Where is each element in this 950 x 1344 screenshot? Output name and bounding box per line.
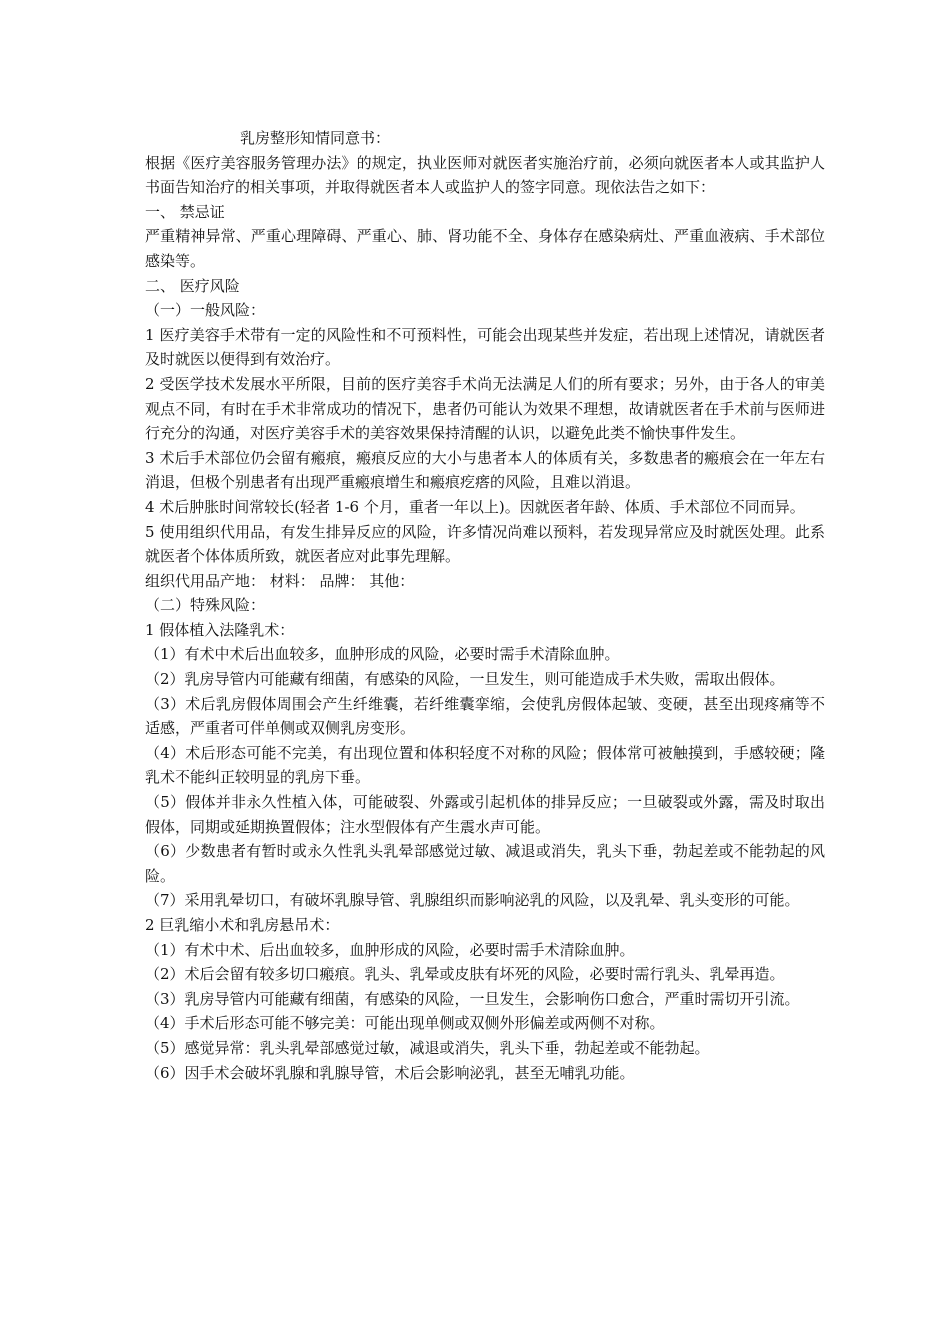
implant-risk-item-1: （1）有术中术后出血较多，血肿形成的风险，必要时需手术清除血肿。 [145,645,620,664]
implant-risk-item-7: （7）采用乳晕切口，有破坏乳腺导管、乳腺组织而影响泌乳的风险，以及乳晕、乳头变形的可能。 [145,891,800,910]
section-heading-contraindications: 一、 禁忌证 [145,202,225,221]
special-risk-heading-implant: 1 假体植入法隆乳术： [145,620,295,639]
implant-risk-item-2: （2）乳房导管内可能藏有细菌，有感染的风险，一旦发生，则可能造成手术失败，需取出假体。 [145,670,785,689]
general-risk-item-2: 2 受医学技术发展水平所限，目前的医疗美容手术尚无法满足人们的所有要求；另外，由于各人的审美观点不同，有时在手术非常成功的情况下，患者仍可能认为效果不理想，故请就医者在手术前与医师进行充分的沟通，对医疗美容手术的美容效果保持清醒的认识，以避免此类不愉快事件发生。 [145,374,825,443]
implant-risk-item-3: （3）术后乳房假体周围会产生纤维囊，若纤维囊挛缩，会使乳房假体起皱、变硬，甚至出现疼痛等不适感，严重者可伴单侧或双侧乳房变形。 [145,694,825,738]
paragraph-intro: 根据《医疗美容服务管理办法》的规定，执业医师对就医者实施治疗前，必须向就医者本人或其监护人书面告知治疗的相关事项，并取得就医者本人或监护人的签字同意。现依法告之如下： [145,153,825,197]
general-risk-item-1: 1 医疗美容手术带有一定的风险性和不可预料性，可能会出现某些并发症，若出现上述情况，请就医者及时就医以便得到有效治疗。 [145,325,825,369]
reduction-risk-item-2: （2）术后会留有较多切口瘢痕。乳头、乳晕或皮肤有坏死的风险，必要时需行乳头、乳晕再造。 [145,965,785,984]
special-risk-heading-reduction: 2 巨乳缩小术和乳房悬吊术： [145,916,340,934]
document-title: 乳房整形知情同意书： [240,129,391,147]
general-risk-item-3: 3 术后手术部位仍会留有瘢痕，瘢痕反应的大小与患者本人的体质有关，多数患者的瘢痕会在一年左右消退，但极个别患者有出现严重瘢痕增生和瘢痕疙瘩的风险，且难以消退。 [145,448,825,492]
tissue-substitute-info-line: 组织代用品产地： 材料： 品牌： 其他： [145,571,415,590]
reduction-risk-item-6: （6）因手术会破坏乳腺和乳腺导管，术后会影响泌乳，甚至无哺乳功能。 [145,1063,635,1082]
general-risk-item-4: 4 术后肿胀时间常较长(轻者 1-6 个月，重者一年以上)。因就医者年龄、体质、手术部位不同而异。 [145,497,805,516]
section-heading-medical-risks: 二、 医疗风险 [145,276,240,295]
subsection-heading-general-risks: （一）一般风险： [145,301,266,320]
reduction-risk-item-3: （3）乳房导管内可能藏有细菌，有感染的风险，一旦发生，会影响伤口愈合，严重时需切开引流。 [145,989,800,1008]
general-risk-item-5: 5 使用组织代用品，有发生排异反应的风险，许多情况尚难以预料，若发现异常应及时就医处理。此系就医者个体体质所致，就医者应对此事先理解。 [145,522,825,566]
reduction-risk-item-5: （5）感觉异常：乳头乳晕部感觉过敏，减退或消失，乳头下垂，勃起差或不能勃起。 [145,1038,710,1057]
implant-risk-item-4: （4）术后形态可能不完美，有出现位置和体积轻度不对称的风险；假体常可被触摸到，手感较硬；隆乳术不能纠正较明显的乳房下垂。 [145,743,825,787]
reduction-risk-item-4: （4）手术后形态可能不够完美：可能出现单侧或双侧外形偏差或两侧不对称。 [145,1014,665,1033]
document-body [145,126,825,1085]
implant-risk-item-6: （6）少数患者有暂时或永久性乳头乳晕部感觉过敏、减退或消失，乳头下垂，勃起差或不能勃起的风险。 [145,842,825,885]
implant-risk-item-5: （5）假体并非永久性植入体，可能破裂、外露或引起机体的排异反应；一旦破裂或外露，需及时取出假体，同期或延期换置假体；注水型假体有产生震水声可能。 [145,793,825,836]
subsection-heading-special-risks: （二）特殊风险： [145,596,266,615]
reduction-risk-item-1: （1）有术中术、后出血较多，血肿形成的风险，必要时需手术清除血肿。 [145,940,635,959]
paragraph-contraindications: 严重精神异常、严重心理障碍、严重心、肺、肾功能不全、身体存在感染病灶、严重血液病、手术部位感染等。 [145,227,825,270]
